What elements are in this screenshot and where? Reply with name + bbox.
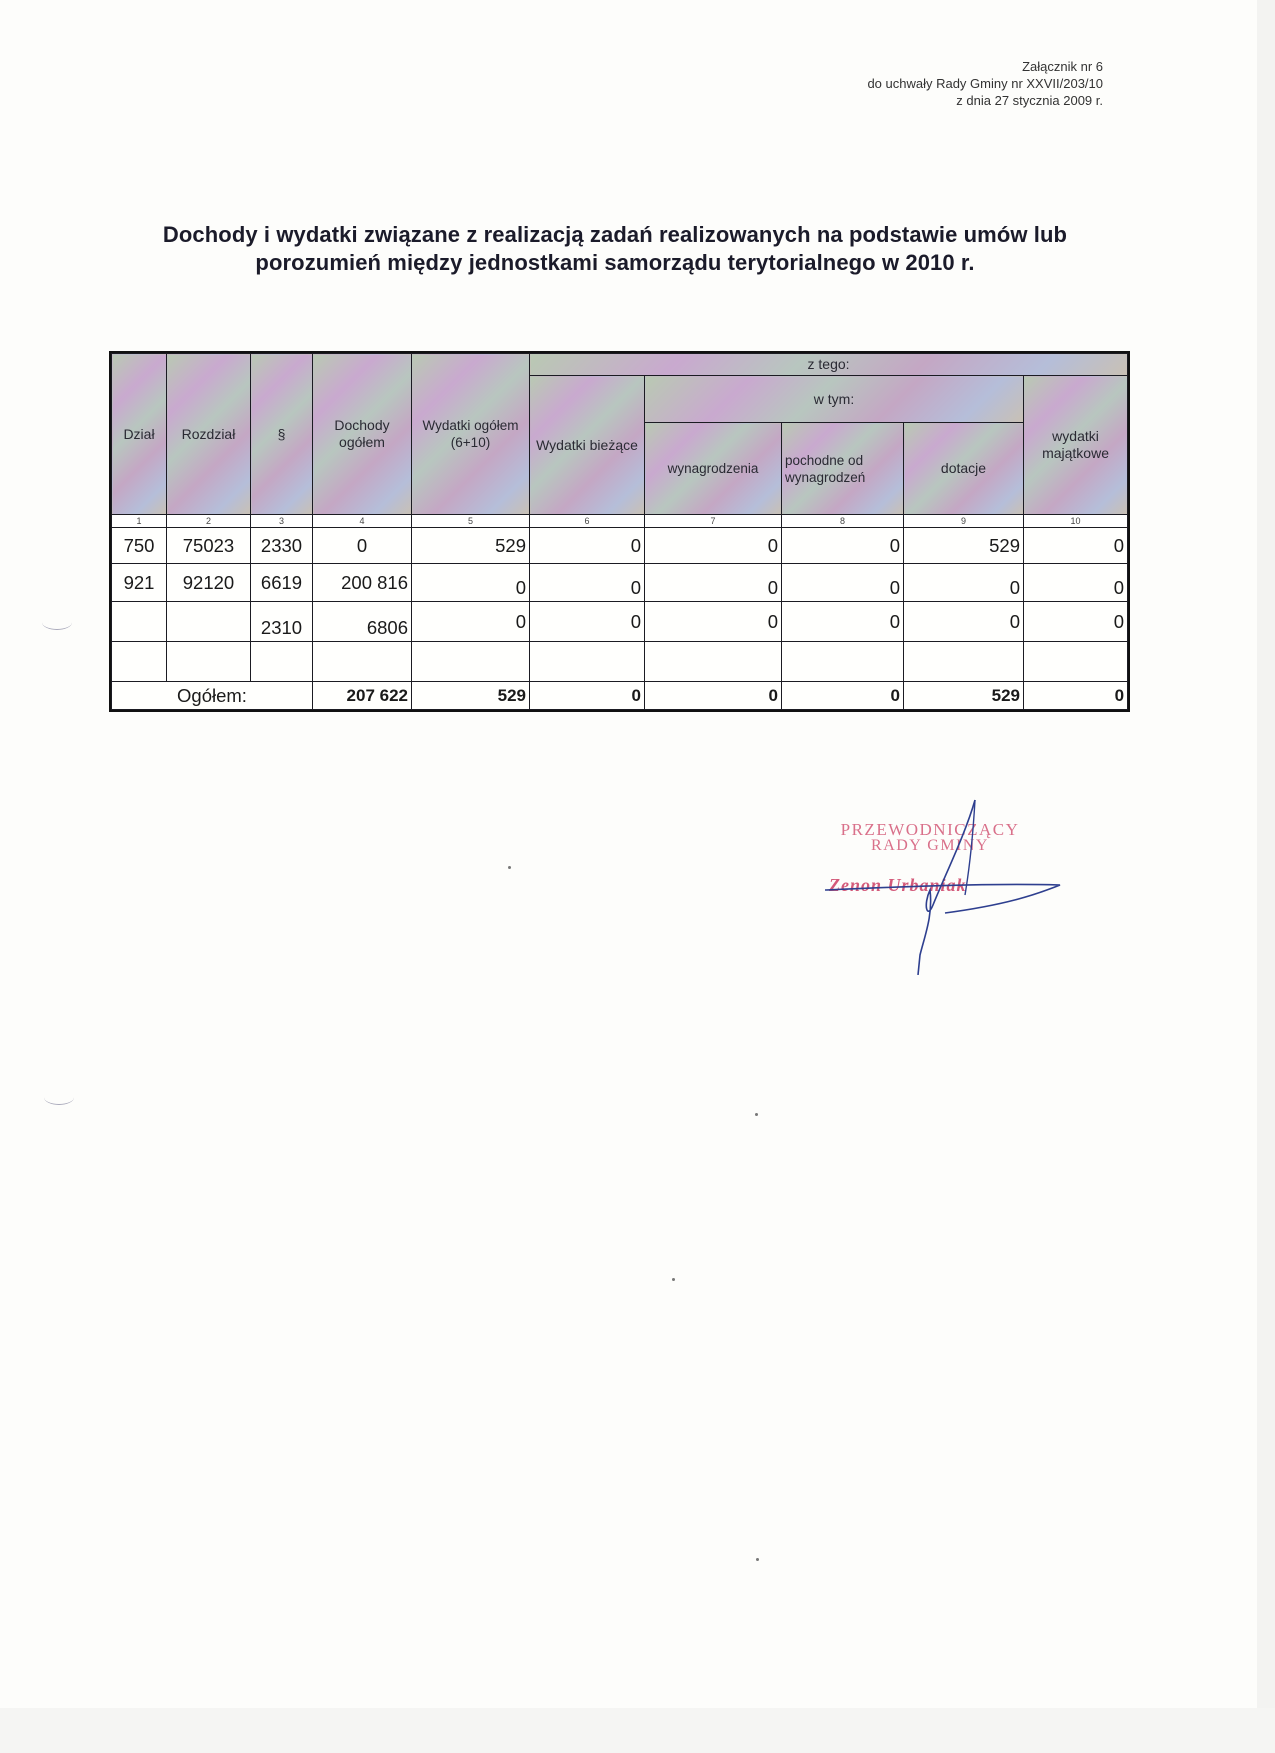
cell-wynagrodzenia: 0 bbox=[645, 564, 782, 602]
cell-dzial: 750 bbox=[112, 528, 167, 564]
header-wydatki-majatkowe: wydatki majątkowe bbox=[1024, 376, 1128, 515]
column-number: 8 bbox=[782, 515, 904, 528]
cell-paragraf: 2330 bbox=[251, 528, 313, 564]
cell-biezace bbox=[530, 642, 645, 682]
cell-dochody: 0 bbox=[313, 528, 412, 564]
header-wydatki-biezace: Wydatki bieżące bbox=[530, 376, 645, 515]
total-dochody: 207 622 bbox=[313, 682, 412, 710]
stamp-name: Zenon Urbaniak bbox=[829, 875, 967, 895]
table-row bbox=[112, 528, 1128, 564]
table-row bbox=[112, 602, 1128, 642]
header-paragraf: § bbox=[251, 354, 313, 515]
cell-majatkowe: 0 bbox=[1024, 528, 1128, 564]
cell-pochodne: 0 bbox=[782, 528, 904, 564]
column-number: 4 bbox=[313, 515, 412, 528]
cell-dochody: 200 816 bbox=[313, 564, 412, 602]
table-row bbox=[112, 564, 1128, 602]
total-wydatki-ogolem: 529 bbox=[412, 682, 530, 710]
cell-wynagrodzenia bbox=[645, 642, 782, 682]
cell-wydatki-ogolem: 0 bbox=[412, 564, 530, 602]
cell-majatkowe: 0 bbox=[1024, 564, 1128, 602]
total-pochodne: 0 bbox=[782, 682, 904, 710]
cell-pochodne bbox=[782, 642, 904, 682]
header-rozdzial: Rozdział bbox=[167, 354, 251, 515]
stamp-title: PRZEWODNICZĄCY bbox=[840, 820, 1020, 839]
total-biezace: 0 bbox=[530, 682, 645, 710]
column-number: 2 bbox=[167, 515, 251, 528]
total-dotacje: 529 bbox=[904, 682, 1024, 710]
document-title bbox=[100, 221, 1130, 277]
punch-hole-mark bbox=[44, 1090, 74, 1105]
column-number: 1 bbox=[112, 515, 167, 528]
column-number-row bbox=[112, 515, 1128, 528]
column-number: 10 bbox=[1024, 515, 1128, 528]
cell-paragraf: 2310 bbox=[251, 602, 313, 642]
column-number: 3 bbox=[251, 515, 313, 528]
cell-dzial bbox=[112, 642, 167, 682]
handwritten-signature bbox=[815, 795, 1075, 975]
total-majatkowe: 0 bbox=[1024, 682, 1128, 710]
column-number: 9 bbox=[904, 515, 1024, 528]
cell-rozdzial: 75023 bbox=[167, 528, 251, 564]
cell-wydatki-ogolem: 0 bbox=[412, 602, 530, 642]
cell-dochody: 6806 bbox=[313, 602, 412, 642]
scan-speck bbox=[755, 1113, 758, 1116]
cell-dzial bbox=[112, 602, 167, 642]
cell-dotacje: 0 bbox=[904, 564, 1024, 602]
header-dotacje: dotacje bbox=[904, 423, 1024, 515]
cell-pochodne: 0 bbox=[782, 602, 904, 642]
cell-dotacje: 529 bbox=[904, 528, 1024, 564]
header-dzial: Dział bbox=[112, 354, 167, 515]
header-w-tym: w tym: bbox=[645, 376, 1024, 423]
cell-dotacje bbox=[904, 642, 1024, 682]
header-z-tego: z tego: bbox=[530, 354, 1128, 376]
header-dochody-ogolem: Dochody ogółem bbox=[313, 354, 412, 515]
cell-rozdzial bbox=[167, 642, 251, 682]
title-line-1: Dochody i wydatki związane z realizacją zadań realizowanych na podstawie umów lub bbox=[162, 222, 1068, 247]
cell-dochody bbox=[313, 642, 412, 682]
cell-dotacje: 0 bbox=[904, 602, 1024, 642]
total-row bbox=[112, 682, 1128, 710]
scan-edge bbox=[1257, 0, 1275, 1710]
resolution-reference: do uchwały Rady Gminy nr XXVII/203/10 bbox=[867, 76, 1103, 91]
cell-dzial: 921 bbox=[112, 564, 167, 602]
cell-wynagrodzenia: 0 bbox=[645, 528, 782, 564]
table-row-empty bbox=[112, 642, 1128, 682]
scan-speck bbox=[508, 866, 511, 869]
cell-wydatki-ogolem: 529 bbox=[412, 528, 530, 564]
cell-majatkowe: 0 bbox=[1024, 602, 1128, 642]
column-number: 7 bbox=[645, 515, 782, 528]
cell-pochodne: 0 bbox=[782, 564, 904, 602]
cell-biezace: 0 bbox=[530, 564, 645, 602]
cell-rozdzial: 92120 bbox=[167, 564, 251, 602]
scan-speck bbox=[672, 1278, 675, 1281]
budget-table bbox=[111, 353, 1128, 710]
header-wynagrodzenia: wynagrodzenia bbox=[645, 423, 782, 515]
resolution-date: z dnia 27 stycznia 2009 r. bbox=[956, 93, 1103, 108]
total-wynagrodzenia: 0 bbox=[645, 682, 782, 710]
total-label: Ogółem: bbox=[112, 682, 313, 710]
cell-biezace: 0 bbox=[530, 602, 645, 642]
scan-bottom-margin bbox=[0, 1708, 1275, 1753]
cell-paragraf: 6619 bbox=[251, 564, 313, 602]
cell-rozdzial bbox=[167, 602, 251, 642]
cell-wydatki-ogolem bbox=[412, 642, 530, 682]
punch-hole-mark bbox=[42, 615, 72, 630]
column-number: 5 bbox=[412, 515, 530, 528]
cell-biezace: 0 bbox=[530, 528, 645, 564]
column-number: 6 bbox=[530, 515, 645, 528]
cell-paragraf bbox=[251, 642, 313, 682]
attachment-note bbox=[867, 58, 1103, 109]
cell-majatkowe bbox=[1024, 642, 1128, 682]
header-wydatki-ogolem: Wydatki ogółem (6+10) bbox=[412, 354, 530, 515]
cell-wynagrodzenia: 0 bbox=[645, 602, 782, 642]
attachment-number: Załącznik nr 6 bbox=[1022, 59, 1103, 74]
stamp-body: RADY GMINY bbox=[871, 837, 989, 854]
title-line-2: porozumień między jednostkami samorządu terytorialnego w 2010 r. bbox=[255, 250, 975, 275]
header-pochodne: pochodne od wynagrodzeń bbox=[782, 423, 904, 515]
scan-speck bbox=[756, 1558, 759, 1561]
